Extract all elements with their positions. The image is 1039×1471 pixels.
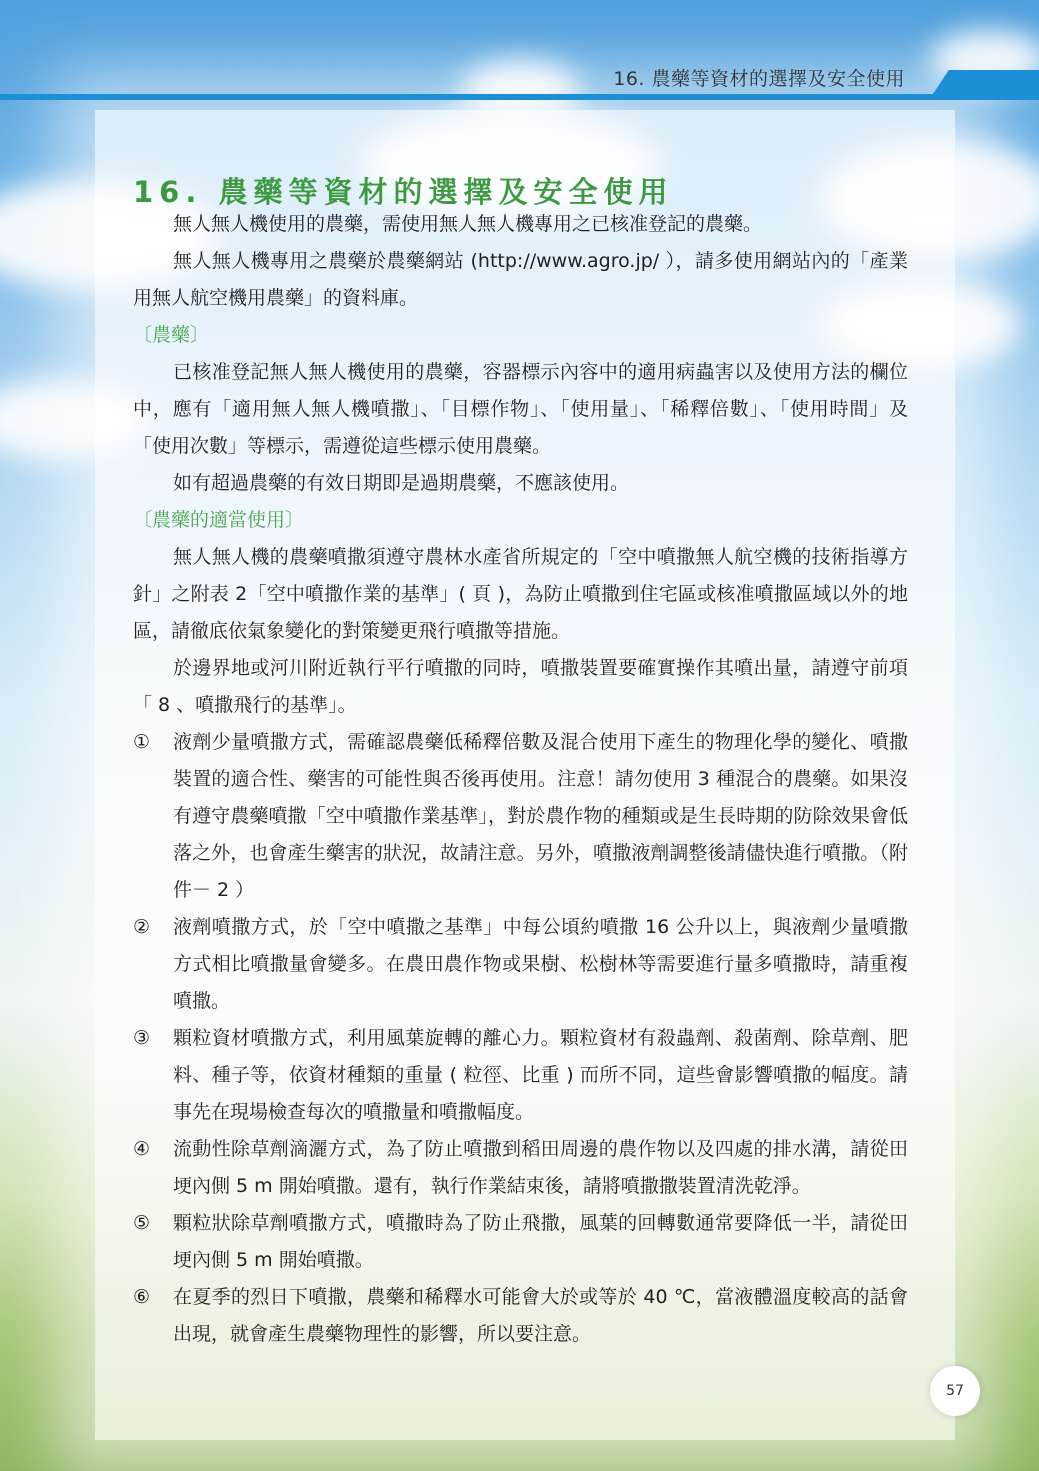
list-item: [133, 1205, 908, 1279]
page-number: 57: [930, 1366, 980, 1416]
list-item-text: 在夏季的烈日下噴撒，農藥和稀釋水可能會大於或等於 40 ℃，當液體溫度較高的話會出現，就會產生農藥物理性的影響，所以要注意。: [173, 1286, 908, 1345]
list-item-text: 顆粒資材噴撒方式，利用風葉旋轉的離心力。顆粒資材有殺蟲劑、殺菌劑、除草劑、肥料、種子等，依資材種類的重量 ( 粒徑、比重 ) 而所不同，這些會影響噴撒的幅度。請事先在現場檢查每次的噴撒量和噴撒幅度。: [173, 1027, 908, 1123]
section-heading: 〔農藥的適當使用〕: [133, 509, 305, 531]
list-item: [133, 909, 908, 1020]
list-item-number: ⑥: [133, 1286, 151, 1308]
list-item-text: 液劑少量噴撒方式，需確認農藥低稀釋倍數及混合使用下產生的物理化學的變化、噴撒裝置的適合性、藥害的可能性與否後再使用。注意！請勿使用 3 種混合的農藥。如果沒有遵守農藥噴撒「空中噴撒作業基準」，對於農作物的種類或是生長時期的防除效果會低落之外，也會產生藥害的狀況，故請注意。另外，噴撒液劑調整後請儘快進行噴撒。（附件－ 2 ）: [173, 731, 908, 901]
section-heading: 〔農藥〕: [133, 324, 210, 346]
running-header: 16. 農藥等資材的選擇及安全使用: [613, 68, 905, 90]
list-item-number: ④: [133, 1138, 151, 1160]
list-item: [133, 1131, 908, 1205]
list-item-text: 液劑噴撒方式，於「空中噴撒之基準」中每公頃約噴撒 16 公升以上，與液劑少量噴撒方式相比噴撒量會變多。在農田農作物或果樹、松樹林等需要進行量多噴撒時，請重複噴撒。: [173, 916, 908, 1012]
paragraph: 無人無人機使用的農藥，需使用無人無人機專用之已核准登記的農藥。: [173, 213, 763, 235]
list-item: [133, 1020, 908, 1131]
paragraph: 無人無人機的農藥噴撒須遵守農林水產省所規定的「空中噴撒無人航空機的技術指導方針」之附表 2「空中噴撒作業的基準」( 頁 )，為防止噴撒到住宅區或核准噴撒區域以外的地區，請徹底依氣象變化的對策變更飛行噴撒等措施。: [133, 546, 908, 642]
page-title: 16. 農藥等資材的選擇及安全使用: [133, 175, 674, 209]
list-item-number: ②: [133, 916, 151, 938]
list-item-number: ③: [133, 1027, 151, 1049]
list-item-number: ①: [133, 731, 151, 753]
paragraph: 無人無人機專用之農藥於農藥網站 (http://www.agro.jp/ ），請多使用網站內的「產業用無人航空機用農藥」的資料庫。: [133, 250, 908, 309]
paragraph: 如有超過農藥的有效日期即是過期農藥，不應該使用。: [173, 472, 630, 494]
header-rule: [0, 94, 940, 100]
list-item: [133, 1279, 908, 1353]
paragraph: 已核准登記無人無人機使用的農藥，容器標示內容中的適用病蟲害以及使用方法的欄位中，應有「適用無人無人機噴撒」、「目標作物」、「使用量」、「稀釋倍數」、「使用時間」及「使用次數」等標示，需遵從這些標示使用農藥。: [133, 361, 908, 457]
list-item-text: 顆粒狀除草劑噴撒方式，噴撒時為了防止飛撒，風葉的回轉數通常要降低一半，請從田埂內側 5 m 開始噴撒。: [173, 1212, 908, 1271]
list-item: [133, 724, 908, 909]
list-item-number: ⑤: [133, 1212, 151, 1234]
body-text: [133, 206, 908, 1353]
paragraph: 於邊界地或河川附近執行平行噴撒的同時，噴撒裝置要確實操作其噴出量，請遵守前項「 8 、噴撒飛行的基準」。: [133, 657, 908, 716]
list-item-text: 流動性除草劑滴灑方式，為了防止噴撒到稻田周邊的農作物以及四處的排水溝，請從田埂內側 5 m 開始噴撒。還有，執行作業結束後，請將噴撒撒裝置清洗乾淨。: [173, 1138, 908, 1197]
